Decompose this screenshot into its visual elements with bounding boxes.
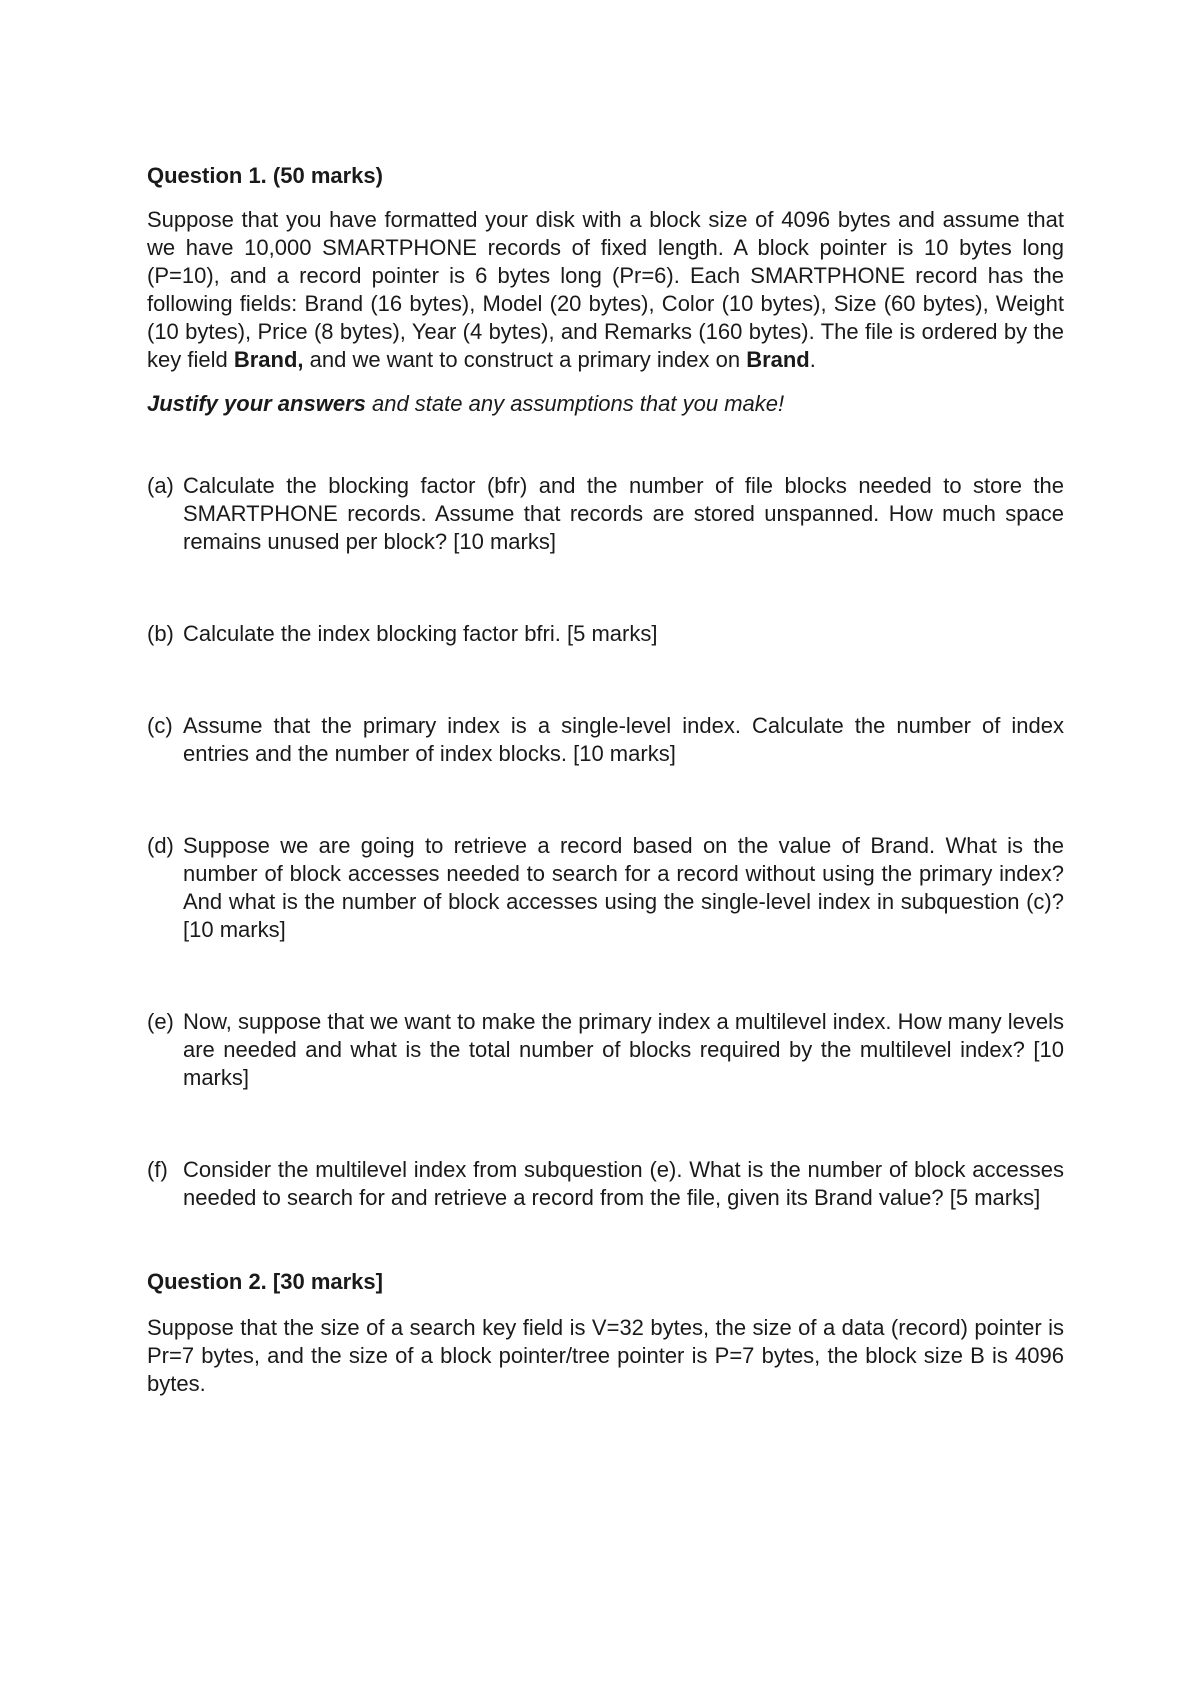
part-e-label: (e) <box>147 1009 174 1034</box>
part-f-label: (f) <box>147 1157 168 1182</box>
part-b-text: Calculate the index blocking factor bfri. [5 marks] <box>183 621 658 646</box>
part-b-label: (b) <box>147 621 174 646</box>
question-1-part-c <box>147 712 1064 768</box>
justify-instruction-rest: and state any assumptions that you make! <box>365 391 785 416</box>
question-1-intro-text: Suppose that you have formatted your disk with a block size of 4096 bytes and assume that we have 10,000 SMARTPHONE records of fixed length. A block pointer is 10 bytes long (P=10), and a record pointer is 6 bytes long (Pr=6). Each SMARTPHONE record has the following fields: Brand (16 bytes), Model (20 bytes), Color (10 bytes), Size (60 bytes), Weight (10 bytes), Price (8 bytes), Year (4 bytes), and Remarks (160 bytes). The file is ordered by the key field <box>147 207 1064 372</box>
part-d-label: (d) <box>147 833 174 858</box>
part-c-text: Assume that the primary index is a single-level index. Calculate the number of index entries and the number of index blocks. [10 marks] <box>183 713 1064 766</box>
question-1-part-a <box>147 472 1064 556</box>
question-2-intro: Suppose that the size of a search key field is V=32 bytes, the size of a data (record) pointer is Pr=7 bytes, and the size of a block pointer/tree pointer is P=7 bytes, the block size B is 4096 bytes. <box>147 1315 1064 1396</box>
part-d-text: Suppose we are going to retrieve a record based on the value of Brand. What is the number of block accesses needed to search for a record without using the primary index? And what is the number of block accesses using the single-level index in subquestion (c)? [10 marks] <box>183 833 1064 942</box>
part-c-label: (c) <box>147 713 173 738</box>
justify-instruction-bold: Justify your answers <box>147 391 366 416</box>
question-1-title: Question 1. (50 marks) <box>147 163 383 188</box>
question-1-part-d <box>147 832 1064 944</box>
part-f-text: Consider the multilevel index from subquestion (e). What is the number of block accesses needed to search for and retrieve a record from the file, given its Brand value? [5 marks] <box>183 1157 1064 1210</box>
question-1-part-b <box>147 620 1064 648</box>
document-page <box>147 162 1064 1398</box>
key-field-brand: Brand, <box>233 347 304 372</box>
question-1-intro-text-2: and we want to construct a primary index on <box>303 347 747 372</box>
part-a-label: (a) <box>147 473 174 498</box>
question-1-part-e <box>147 1008 1064 1092</box>
justify-instruction <box>147 390 1064 418</box>
index-field-brand: Brand <box>746 347 810 372</box>
question-1-intro <box>147 206 1064 374</box>
part-e-text: Now, suppose that we want to make the primary index a multilevel index. How many levels are needed and what is the total number of blocks required by the multilevel index? [10 marks] <box>183 1009 1064 1090</box>
part-a-text: Calculate the blocking factor (bfr) and the number of file blocks needed to store the SMARTPHONE records. Assume that records are stored unspanned. How much space remains unused per block? [10 marks] <box>183 473 1064 554</box>
question-2-title: Question 2. [30 marks] <box>147 1269 383 1294</box>
question-1-part-f <box>147 1156 1064 1212</box>
question-1-intro-end: . <box>809 347 816 372</box>
